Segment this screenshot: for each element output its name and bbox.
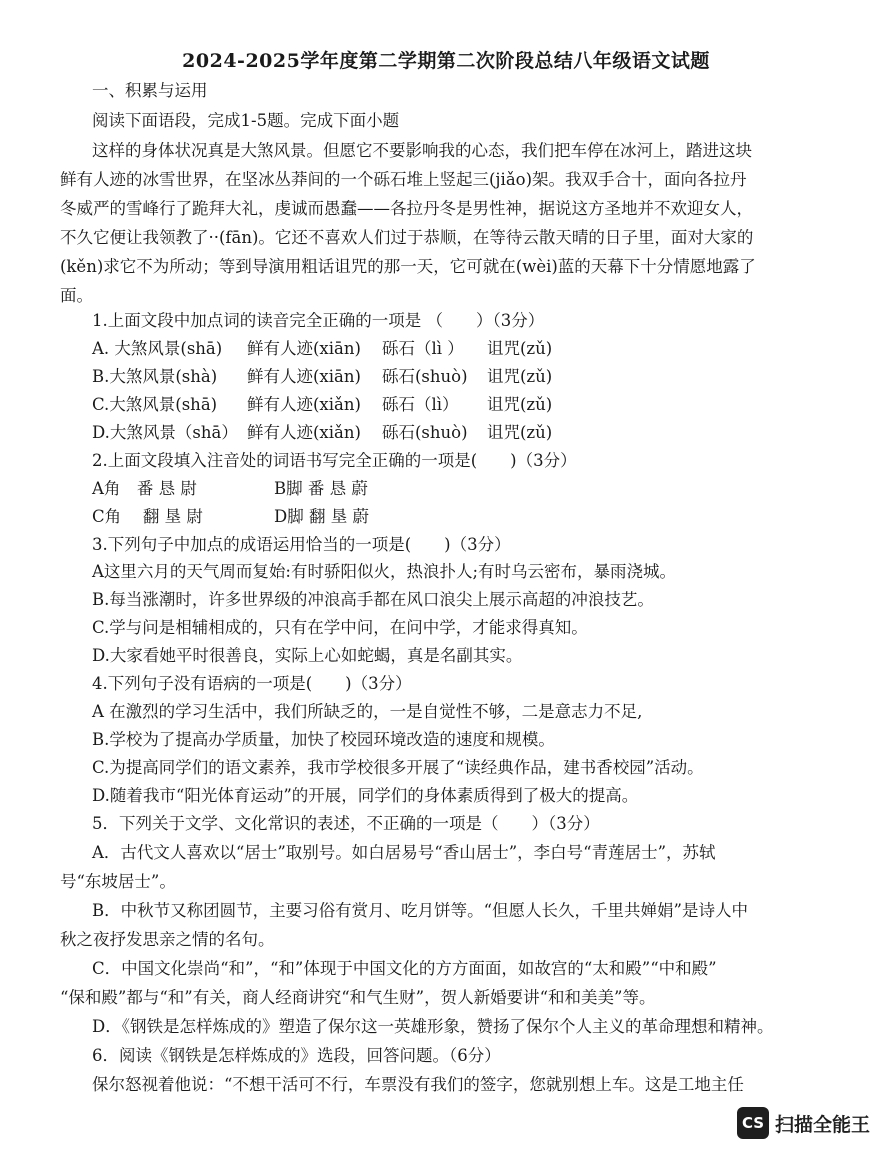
question-1-option (92, 394, 552, 416)
question-1-stem: 1.上面文段中加点词的读音完全正确的一项是 （ ）（3分） (92, 311, 545, 330)
passage-line: (kěn)求它不为所动；等到导演用粗话诅咒的那一天，它可就在(wèi)蓝的天幕下十分情愿地露了 (60, 257, 756, 276)
question-2-option (92, 478, 368, 500)
question-4-option: B.学校为了提高办学质量，加快了校园环境改造的速度和规模。 (92, 730, 555, 749)
reading-instruction: 阅读下面语段，完成1-5题。完成下面小题 (92, 111, 400, 130)
passage-line: 鲜有人迹的冰雪世界，在坚冰丛莽间的一个砾石堆上竖起三(jiǎo)架。我双手合十，面向各拉丹 (60, 170, 747, 189)
question-5-text: “保和殿”都与“和”有关，商人经商讲究“和气生财”，贺人新婚要讲“和和美美”等。 (60, 988, 656, 1007)
question-1-option (92, 338, 552, 360)
question-5-text: C．中国文化崇尚“和”，“和”体现于中国文化的方方面面，如故宫的“太和殿”“中和殿” (92, 959, 717, 978)
question-4-stem: 4.下列句子没有语病的一项是( )（3分） (92, 674, 412, 693)
question-5-text: 秋之夜抒发思亲之情的名句。 (60, 930, 275, 949)
option-part: 砾石(shuò) (382, 423, 468, 442)
passage-line: 这样的身体状况真是大煞风景。但愿它不要影响我的心态，我们把车停在冰河上，踏进这块 (92, 141, 752, 160)
option-part: B.大煞风景(shà) (92, 367, 218, 386)
option-part: D.大煞风景（shā） (92, 423, 238, 442)
option-part: 诅咒(zǔ) (487, 395, 553, 414)
option-part: A. 大煞风景(shā) (92, 339, 223, 358)
option-part: 砾石（lì ） (382, 339, 464, 358)
option-part: C角 翻 垦 尉 (92, 507, 203, 526)
option-part: C.大煞风景(shā) (92, 395, 218, 414)
passage-line: 冬威严的雪峰行了跪拜大礼，虔诚而愚蠢——各拉丹冬是男性神，据说这方圣地并不欢迎女人， (60, 199, 753, 218)
option-part: 诅咒(zǔ) (487, 339, 553, 358)
camscanner-logo-icon: CS (737, 1107, 769, 1139)
section-heading: 一、积累与运用 (92, 81, 208, 100)
question-5-stem: 5．下列关于文学、文化常识的表述，不正确的一项是（ ）（3分） (92, 814, 600, 833)
passage-line: 面。 (60, 286, 93, 305)
option-part: 砾石（lì） (382, 395, 459, 414)
question-4-option: A 在激烈的学习生活中，我们所缺乏的，一是自觉性不够，二是意志力不足, (92, 702, 643, 721)
option-part: 鲜有人迹(xiān) (247, 367, 361, 386)
exam-title: 2024-2025学年度第二学期第二次阶段总结八年级语文试题 (182, 50, 710, 72)
question-5-text: 号“东坡居士”。 (60, 872, 176, 891)
option-part: 鲜有人迹(xiǎn) (247, 423, 361, 442)
option-part: 砾石(shuò) (382, 367, 468, 386)
watermark-text: 扫描全能王 (774, 1113, 870, 1136)
question-1-option (92, 422, 552, 444)
question-1-option (92, 366, 552, 388)
question-5-text: A．古代文人喜欢以“居士”取别号。如白居易号“香山居士”，李白号“青莲居士”，苏轼 (92, 843, 716, 862)
question-3-stem: 3.下列句子中加点的成语运用恰当的一项是( )（3分） (92, 535, 511, 554)
question-5-text: B．中秋节又称团圆节，主要习俗有赏月、吃月饼等。“但愿人长久，千里共婵娟”是诗人中 (92, 901, 748, 920)
question-5-text: D．《钢铁是怎样炼成的》塑造了保尔这一英雄形象，赞扬了保尔个人主义的革命理想和精神。 (92, 1017, 774, 1036)
option-part: 鲜有人迹(xiān) (247, 339, 361, 358)
question-6-text: 保尔怒视着他说：“不想干活可不行，车票没有我们的签字，您就别想上车。这是工地主任 (92, 1075, 744, 1094)
question-4-option: C.为提高同学们的语文素养，我市学校很多开展了“读经典作品，建书香校园”活动。 (92, 758, 704, 777)
question-3-option: B.每当涨潮时，许多世界级的冲浪高手都在风口浪尖上展示高超的冲浪技艺。 (92, 590, 654, 609)
option-part: D脚 翻 垦 蔚 (274, 507, 369, 526)
scanner-watermark (737, 1105, 870, 1141)
passage-line: 不久它便让我领教了··(fān)。它还不喜欢人们过于恭顺，在等待云散天晴的日子里，面对大家的 (60, 228, 754, 247)
option-part: 鲜有人迹(xiǎn) (247, 395, 361, 414)
question-3-option: D.大家看她平时很善良，实际上心如蛇蝎，真是名副其实。 (92, 646, 523, 665)
option-part: B脚 番 恳 蔚 (274, 479, 368, 498)
question-2-stem: 2.上面文段填入注音处的词语书写完全正确的一项是( )（3分） (92, 451, 577, 470)
question-2-option (92, 506, 369, 528)
option-part: 诅咒(zǔ) (487, 367, 553, 386)
question-3-option: C.学与问是相辅相成的，只有在学中问，在问中学，才能求得真知。 (92, 618, 588, 637)
question-4-option: D.随着我市“阳光体育运动”的开展，同学们的身体素质得到了极大的提高。 (92, 786, 639, 805)
question-3-option: A这里六月的天气周而复始:有时骄阳似火，热浪扑人;有时乌云密布，暴雨浇城。 (92, 562, 677, 581)
option-part: A角 番 恳 尉 (92, 479, 197, 498)
option-part: 诅咒(zǔ) (487, 423, 553, 442)
question-6-stem: 6．阅读《钢铁是怎样炼成的》选段，回答问题。（6分） (92, 1046, 501, 1065)
